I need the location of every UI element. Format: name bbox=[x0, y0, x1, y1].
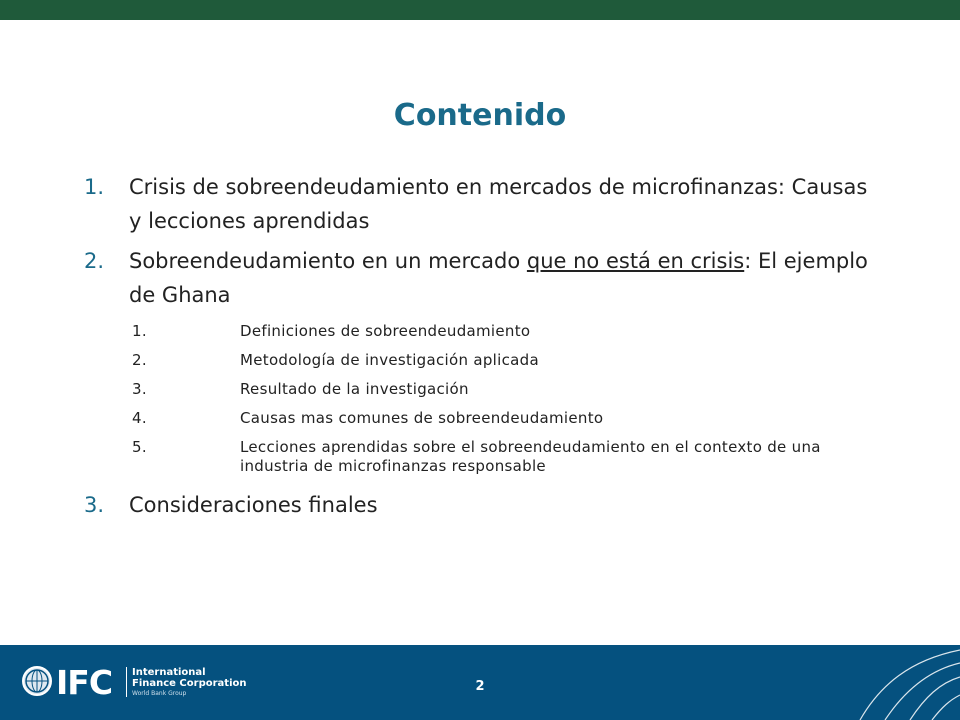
globe-icon bbox=[22, 666, 52, 696]
decorative-curves bbox=[820, 645, 960, 720]
list-item-text-before: Sobreendeudamiento en un mercado bbox=[129, 249, 527, 273]
list-item-number: 1. bbox=[84, 175, 105, 199]
logo-line-3: World Bank Group bbox=[132, 690, 187, 697]
list-item-underlined-text: que no está en crisis bbox=[526, 249, 745, 273]
slide-title: Contenido bbox=[393, 98, 567, 133]
content-list bbox=[84, 170, 884, 522]
logo-divider bbox=[126, 667, 127, 697]
sub-item-number: 5. bbox=[132, 438, 147, 456]
sub-list-item bbox=[84, 409, 884, 428]
list-item-text: Crisis de sobreendeudamiento en mercados de microfinanzas: Causas y lecciones aprendidas bbox=[129, 175, 868, 233]
sub-list-item bbox=[84, 380, 884, 399]
sub-item-text: Metodología de investigación aplicada bbox=[240, 351, 539, 369]
footer-bar bbox=[0, 645, 960, 720]
sub-item-text: Definiciones de sobreendeudamiento bbox=[240, 322, 531, 340]
sub-item-number: 3. bbox=[132, 380, 147, 398]
sub-list-item bbox=[84, 322, 884, 341]
logo-wordmark: IFC bbox=[56, 663, 113, 702]
logo-line-2: Finance Corporation bbox=[132, 678, 247, 689]
logo-line-1: International bbox=[132, 667, 206, 678]
top-accent-bar bbox=[0, 0, 960, 20]
sub-item-text: Lecciones aprendidas sobre el sobreendeudamiento en el contexto de una industria de microfinanzas responsable bbox=[240, 438, 821, 475]
sub-item-number: 4. bbox=[132, 409, 147, 427]
page-number: 2 bbox=[475, 679, 485, 694]
list-item bbox=[84, 488, 884, 522]
sub-list-item bbox=[84, 438, 884, 476]
globe-icon-graphic bbox=[24, 668, 50, 694]
list-item-number: 2. bbox=[84, 249, 105, 273]
sub-item-text: Resultado de la investigación bbox=[240, 380, 469, 398]
list-item bbox=[84, 244, 884, 312]
list-item-text: Consideraciones finales bbox=[129, 493, 378, 517]
list-item bbox=[84, 170, 884, 238]
sub-item-number: 2. bbox=[132, 351, 147, 369]
list-item-text-after: : El ejemplo de Ghana bbox=[129, 249, 868, 307]
sub-item-number: 1. bbox=[132, 322, 147, 340]
sub-list-item bbox=[84, 351, 884, 370]
list-item-number: 3. bbox=[84, 493, 105, 517]
sub-item-text: Causas mas comunes de sobreendeudamiento bbox=[240, 409, 604, 427]
sub-list bbox=[84, 322, 884, 476]
